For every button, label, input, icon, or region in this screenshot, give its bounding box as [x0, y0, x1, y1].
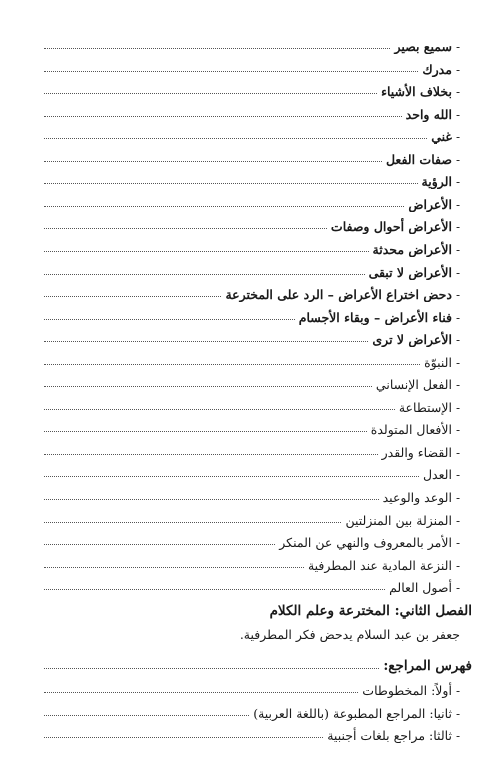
leader-dots: [44, 430, 367, 432]
dash-bullet: -: [455, 558, 460, 573]
leader-dots: [44, 691, 358, 693]
dash-bullet: -: [455, 729, 460, 743]
toc-entry-label: النبوّة: [424, 354, 452, 370]
leader-dots: [44, 137, 427, 139]
toc-entry-label: الفعل الإنساني: [375, 377, 452, 393]
toc-entry: [44, 282, 460, 302]
toc-entry-label: الإستطاعة: [398, 399, 452, 415]
reference-entry-label: ثالثا: مراجع بلغات أجنبية: [327, 728, 452, 743]
dash-bullet: -: [455, 468, 460, 483]
dash-bullet: -: [455, 130, 460, 145]
leader-dots: [44, 273, 365, 275]
leader-dots: [44, 714, 249, 716]
toc-entry: [44, 440, 460, 460]
dash-bullet: -: [455, 107, 460, 122]
toc-entry-label: مدرك: [422, 61, 452, 77]
toc-entry-label: غني: [431, 129, 452, 145]
reference-entry: [44, 723, 460, 743]
toc-entry: [44, 102, 460, 122]
toc-entry-label: الأعراض أحوال وصفات: [330, 219, 452, 235]
toc-entry: [44, 327, 460, 347]
leader-dots: [44, 736, 323, 738]
toc-entry: [44, 214, 460, 234]
toc-entry-label: الوعد والوعيد: [382, 490, 452, 505]
dash-bullet: -: [455, 378, 460, 393]
toc-entry: [44, 34, 460, 54]
toc-entry-label: الأفعال المتولدة: [370, 422, 452, 438]
toc-entry: [44, 260, 460, 280]
toc-entry-label: الرؤية: [421, 174, 452, 190]
dash-bullet: -: [455, 513, 460, 528]
dash-bullet: -: [455, 536, 460, 551]
leader-dots: [44, 250, 369, 252]
toc-entry-label: الأعراض لا تبقى: [368, 264, 452, 280]
leader-dots: [44, 588, 385, 590]
toc-entry-label: المنزلة بين المنزلتين: [345, 512, 452, 528]
dash-bullet: -: [455, 355, 460, 370]
toc-entry-label: الأعراض لا ترى: [372, 332, 452, 348]
chapter-note: جعفر بن عبد السلام يدحض فكر المطرفية.: [239, 627, 460, 642]
toc-entry-label: صفات الفعل: [385, 151, 452, 167]
leader-dots: [44, 205, 404, 207]
dash-bullet: -: [455, 40, 460, 54]
leader-dots: [44, 47, 390, 49]
dash-bullet: -: [455, 288, 460, 303]
leader-dots: [44, 667, 379, 669]
toc-entry: [44, 57, 460, 77]
toc-entry-label: الله واحد: [405, 106, 452, 122]
toc-entry-label: سميع بصير: [394, 39, 452, 54]
leader-dots: [44, 498, 379, 500]
toc-entry: [44, 192, 460, 212]
leader-dots: [44, 453, 378, 455]
reference-entry: [44, 701, 460, 721]
toc-entry: [44, 462, 460, 482]
toc-entry: [44, 553, 460, 573]
references-title: [44, 654, 472, 674]
leader-dots: [44, 566, 304, 568]
toc-entry-label: الأعراض محدثة: [372, 241, 452, 257]
leader-dots: [44, 92, 377, 94]
leader-dots: [44, 408, 395, 410]
toc-entry: [44, 147, 460, 167]
dash-bullet: -: [455, 445, 460, 460]
dash-bullet: -: [455, 152, 460, 167]
toc-entry: [44, 575, 460, 595]
chapter-title: [44, 603, 472, 619]
dash-bullet: -: [455, 197, 460, 212]
dash-bullet: -: [455, 333, 460, 348]
toc-entry-label: الأمر بالمعروف والنهي عن المنكر: [279, 535, 452, 551]
dash-bullet: -: [455, 175, 460, 190]
leader-dots: [44, 182, 418, 184]
references-title-text: فهرس المراجع:: [383, 658, 472, 674]
dash-bullet: -: [455, 423, 460, 438]
toc-entry-label: دحض اختراع الأعراض – الرد على المخترعة: [225, 287, 452, 303]
toc-entry: [44, 305, 460, 325]
reference-entry: [44, 678, 460, 698]
toc-entry: [44, 79, 460, 99]
dash-bullet: -: [455, 85, 460, 100]
leader-dots: [44, 295, 221, 297]
toc-entry-label: الأعراض: [408, 196, 452, 212]
dash-bullet: -: [455, 242, 460, 257]
toc-entry-label: العدل: [422, 467, 452, 483]
leader-dots: [44, 543, 275, 545]
toc-entry: [44, 237, 460, 257]
leader-dots: [44, 340, 368, 342]
toc-entry: [44, 350, 460, 370]
leader-dots: [44, 521, 341, 523]
toc-entry: [44, 395, 460, 415]
leader-dots: [44, 385, 372, 387]
toc-entry: [44, 508, 460, 528]
toc-entry-label: بخلاف الأشياء: [381, 84, 452, 100]
toc-entry-label: أصول العالم: [389, 580, 452, 596]
toc-entry-label: فناء الأعراض – وبقاء الأجسام: [298, 309, 452, 325]
leader-dots: [44, 115, 402, 117]
reference-entry-label: أولاً: المخطوطات: [362, 683, 452, 698]
toc-entry: [44, 417, 460, 437]
toc-entry: [44, 124, 460, 144]
leader-dots: [44, 160, 382, 162]
toc-entry-label: القضاء والقدر: [381, 444, 452, 460]
toc-entry: [44, 530, 460, 550]
dash-bullet: -: [455, 62, 460, 77]
dash-bullet: -: [455, 706, 460, 721]
toc-entry-label: النزعة المادية عند المطرفية: [307, 557, 452, 573]
leader-dots: [44, 475, 419, 477]
dash-bullet: -: [455, 310, 460, 325]
dash-bullet: -: [455, 220, 460, 235]
toc-entry: [44, 372, 460, 392]
dash-bullet: -: [455, 581, 460, 596]
leader-dots: [44, 363, 420, 365]
leader-dots: [44, 70, 418, 72]
leader-dots: [44, 227, 327, 229]
toc-entry: [44, 485, 460, 505]
toc-entry: [44, 169, 460, 189]
reference-entry-label: ثانيا: المراجع المطبوعة (باللغة العربية): [253, 705, 452, 721]
dash-bullet: -: [455, 265, 460, 280]
dash-bullet: -: [455, 684, 460, 698]
chapter-title-text: الفصل الثاني: المخترعة وعلم الكلام: [269, 603, 472, 619]
leader-dots: [44, 318, 295, 320]
dash-bullet: -: [455, 400, 460, 415]
dash-bullet: -: [455, 491, 460, 505]
